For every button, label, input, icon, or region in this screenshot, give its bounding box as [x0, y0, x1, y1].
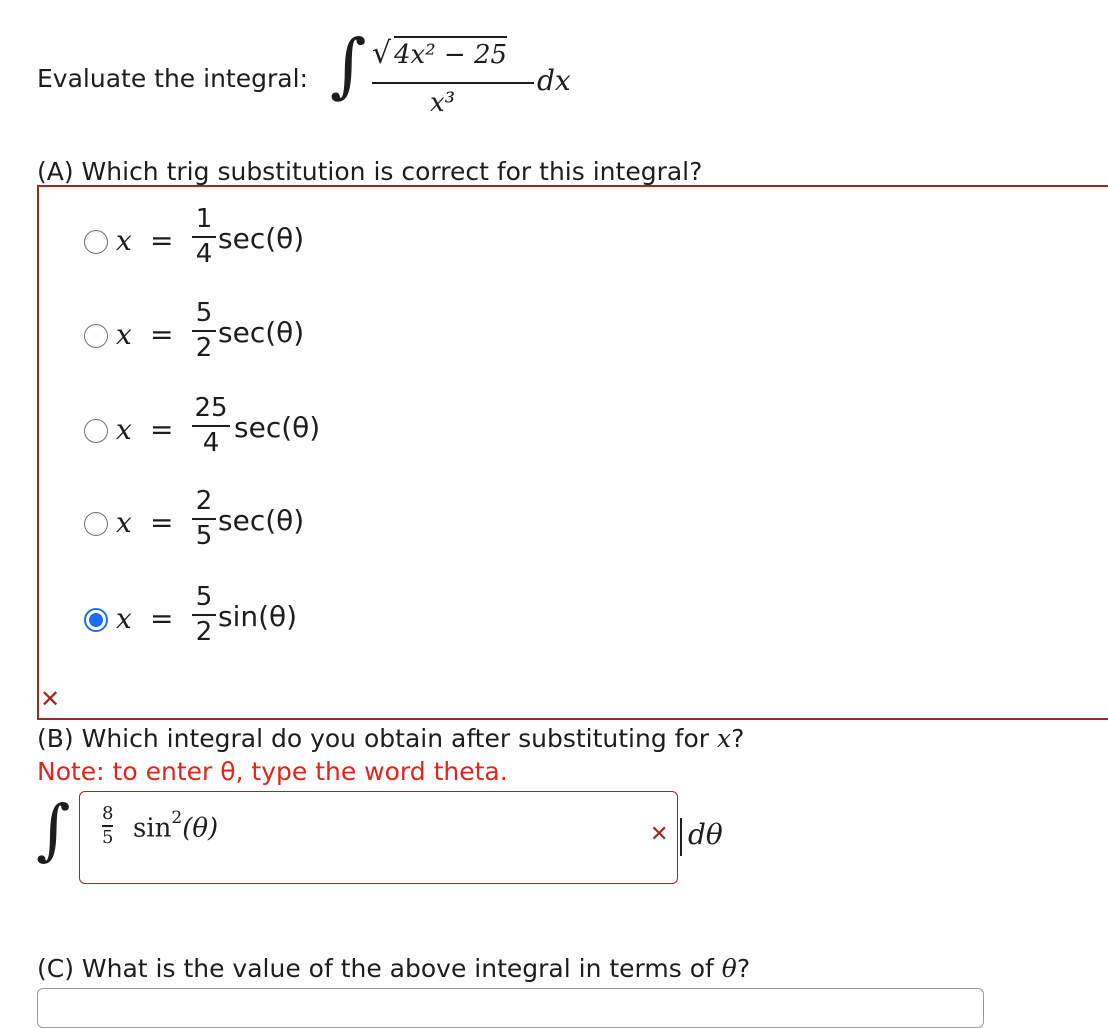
integral-symbol: ∫: [36, 791, 71, 868]
option-variable: x: [116, 318, 132, 351]
sqrt-icon: √: [372, 36, 392, 71]
option-fraction: [192, 393, 230, 458]
fraction-numerator: 2: [195, 486, 213, 516]
option-function: sin(θ): [218, 600, 298, 633]
equals-sign: =: [150, 413, 174, 446]
fraction-denominator: 4: [195, 239, 213, 269]
incorrect-icon: ✕: [40, 685, 61, 713]
fraction-numerator: 5: [195, 582, 213, 612]
option-fraction: [192, 204, 216, 269]
equals-sign: =: [150, 602, 174, 635]
fraction-numerator: 1: [195, 204, 213, 234]
question-b-text: (B) Which integral do you obtain after substituting for: [37, 724, 717, 753]
option-fraction: [192, 582, 216, 647]
divider: [680, 818, 682, 856]
note-text: Note: to enter θ, type the word theta.: [37, 757, 508, 786]
fraction-numerator: 5: [195, 298, 213, 328]
fraction-denominator: 2: [195, 617, 213, 647]
answer-function: sin: [133, 813, 172, 844]
answer-fraction: [102, 804, 113, 848]
answer-denominator: 5: [102, 826, 114, 848]
question-b: [37, 724, 744, 753]
integrand-numerator: [372, 36, 532, 72]
radio-button[interactable]: [84, 419, 108, 443]
option-fraction: [192, 298, 216, 363]
differential-dtheta: dθ: [688, 818, 723, 851]
option-function: sec(θ): [234, 411, 321, 444]
option-variable: x: [116, 602, 132, 635]
option-fraction: [192, 486, 216, 551]
radio-button-selected[interactable]: [84, 608, 108, 632]
fraction-denominator: 2: [195, 333, 213, 363]
answer-power: 2: [171, 808, 183, 828]
fraction-denominator: 5: [195, 521, 213, 551]
option-variable: x: [116, 413, 132, 446]
answer-argument: (θ): [182, 813, 219, 844]
answer-input-c[interactable]: [37, 988, 984, 1028]
question-c: [37, 954, 750, 983]
fraction-denominator: 4: [202, 428, 220, 458]
option-function: sec(θ): [218, 504, 305, 537]
answer-input-b[interactable]: [79, 791, 678, 884]
radio-button[interactable]: [84, 230, 108, 254]
differential-dx: dx: [537, 64, 571, 97]
equals-sign: =: [150, 506, 174, 539]
incorrect-icon: ✕: [650, 822, 669, 847]
option-function: sec(θ): [218, 222, 305, 255]
equals-sign: =: [150, 318, 174, 351]
fraction-numerator: 25: [194, 393, 228, 423]
question-a: (A) Which trig substitution is correct for this integral?: [37, 157, 703, 186]
answer-numerator: 8: [102, 803, 114, 824]
option-variable: x: [116, 224, 132, 257]
option-function: sec(θ): [218, 316, 305, 349]
radicand: 4x² − 25: [394, 36, 507, 70]
question-b-variable: x: [716, 724, 732, 753]
question-c-variable: θ: [721, 954, 737, 983]
option-variable: x: [116, 506, 132, 539]
radio-button[interactable]: [84, 512, 108, 536]
radio-button[interactable]: [84, 324, 108, 348]
integral-symbol: ∫: [330, 24, 367, 106]
question-c-text: (C) What is the value of the above integral in terms of: [37, 954, 722, 983]
problem-prompt: Evaluate the integral:: [37, 64, 308, 93]
equals-sign: =: [150, 224, 174, 257]
fraction-bar: [372, 82, 534, 84]
integrand-denominator: x³: [430, 88, 456, 118]
question-c-suffix: ?: [736, 954, 751, 983]
answer-expression: [133, 808, 219, 844]
question-b-suffix: ?: [731, 724, 745, 753]
